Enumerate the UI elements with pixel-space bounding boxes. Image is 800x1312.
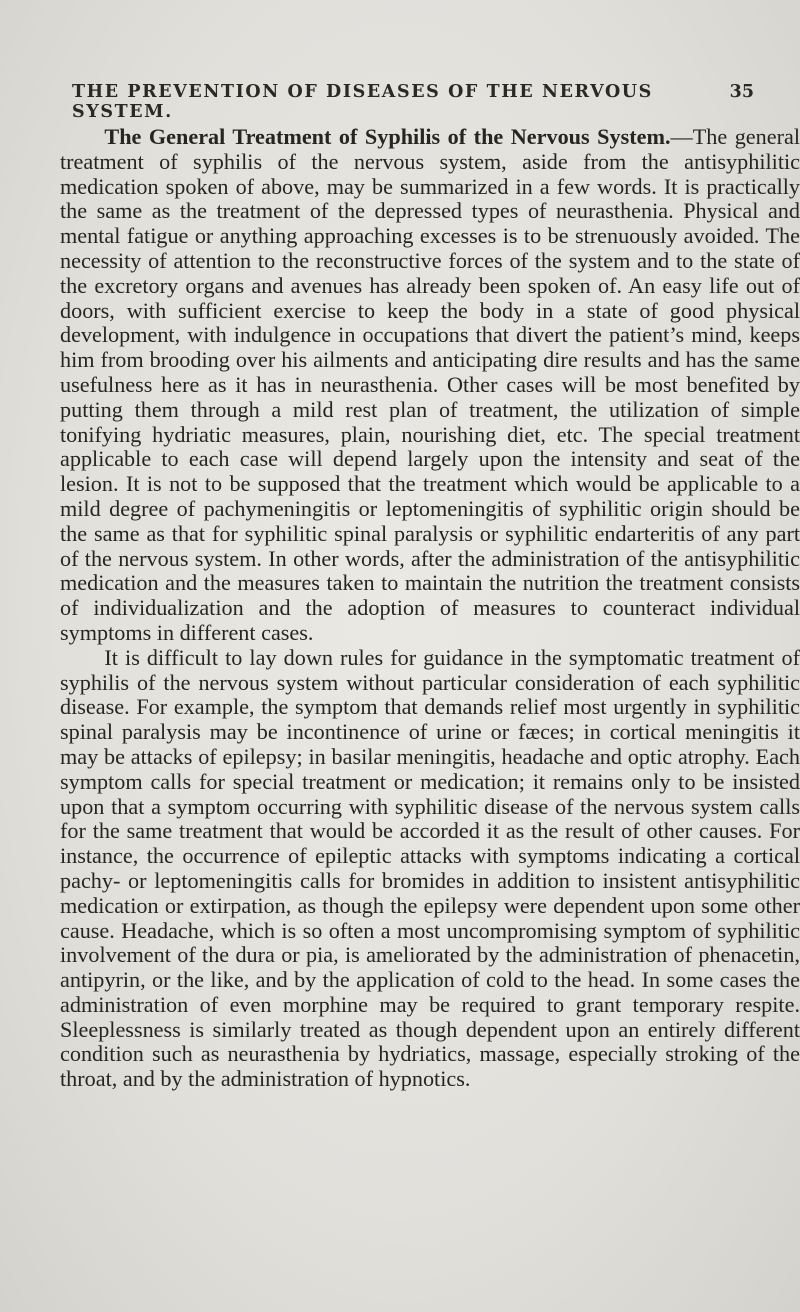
section-heading: The General Treatment of Syphilis of the Nervous System. xyxy=(104,124,671,149)
body-text xyxy=(60,125,800,1092)
running-head xyxy=(72,82,754,122)
running-title: THE PREVENTION OF DISEASES OF THE NERVOUS SYSTEM. xyxy=(72,82,653,122)
paragraph-2: It is difficult to lay down rules for guidance in the symptomatic treatment of syphilis of the nervous system without particular consideration of each syphilitic disease. For example, the symptom that demands relief most urgently in syphilitic spinal paralysis may be incontinence of urine or fæces; in cortical meningitis it may be attacks of epilepsy; in basilar meningitis, headache and optic atrophy. Each symptom calls for special treatment or medication; it remains only to be insisted upon that a symptom occurring with syphilitic disease of the nervous system calls for the same treatment that would be accorded it as the result of other causes. For instance, the occurrence of epileptic attacks with symptoms indicating a cortical pachy- or leptomeningitis calls for bromides in addition to insistent antisyphilitic medication or extirpation, as though the epilepsy were dependent upon some other cause. Headache, which is so often a most uncompromising symptom of syphilitic involvement of the dura or pia, is ameliorated by the administration of phenacetin, antipyrin, or the like, and by the application of cold to the head. In some cases the administration of even morphine may be required to grant temporary respite. Sleeplessness is similarly treated as though dependent upon an entirely different condition such as neurasthenia by hydriatics, massage, especially stroking of the throat, and by the administration of hypnotics. xyxy=(60,644,800,1092)
paragraph-1 xyxy=(60,125,800,646)
page-number: 35 xyxy=(729,82,754,102)
paragraph-1-text: —The general treatment of syphilis of the nervous system, aside from the antisyphilitic medication spoken of above, may be summarized in a few words. It is practically the same as the treatment of the depressed types of neurasthenia. Physical and mental fatigue or anything approaching excesses is to be strenuously avoided. The necessity of attention to the reconstructive forces of the system and to the state of the excretory organs and avenues has already been spoken of. An easy life out of doors, with sufficient exercise to keep the body in a state of good physical development, with indulgence in occupations that divert the patient’s mind, keeps him from brooding over his ailments and anticipating dire results and has the same usefulness here as it has in neurasthenia. Other cases will be most benefited by putting them through a mild rest plan of treatment, the utilization of simple tonifying hydriatic measures, plain, nourishing diet, etc. The special treatment applicable to each case will depend largely upon the intensity and seat of the lesion. It is not to be supposed that the treatment which would be applicable to a mild degree of pachymeningitis or leptomeningitis of syphilitic origin should be the same as that for syphilitic spinal paralysis or syphilitic endarteritis of any part of the nervous system. In other words, after the administration of the antisyphilitic medication and the measures taken to maintain the nutrition the treatment consists of individualization and the adoption of measures to counteract individual symptoms in different cases. xyxy=(60,124,800,645)
